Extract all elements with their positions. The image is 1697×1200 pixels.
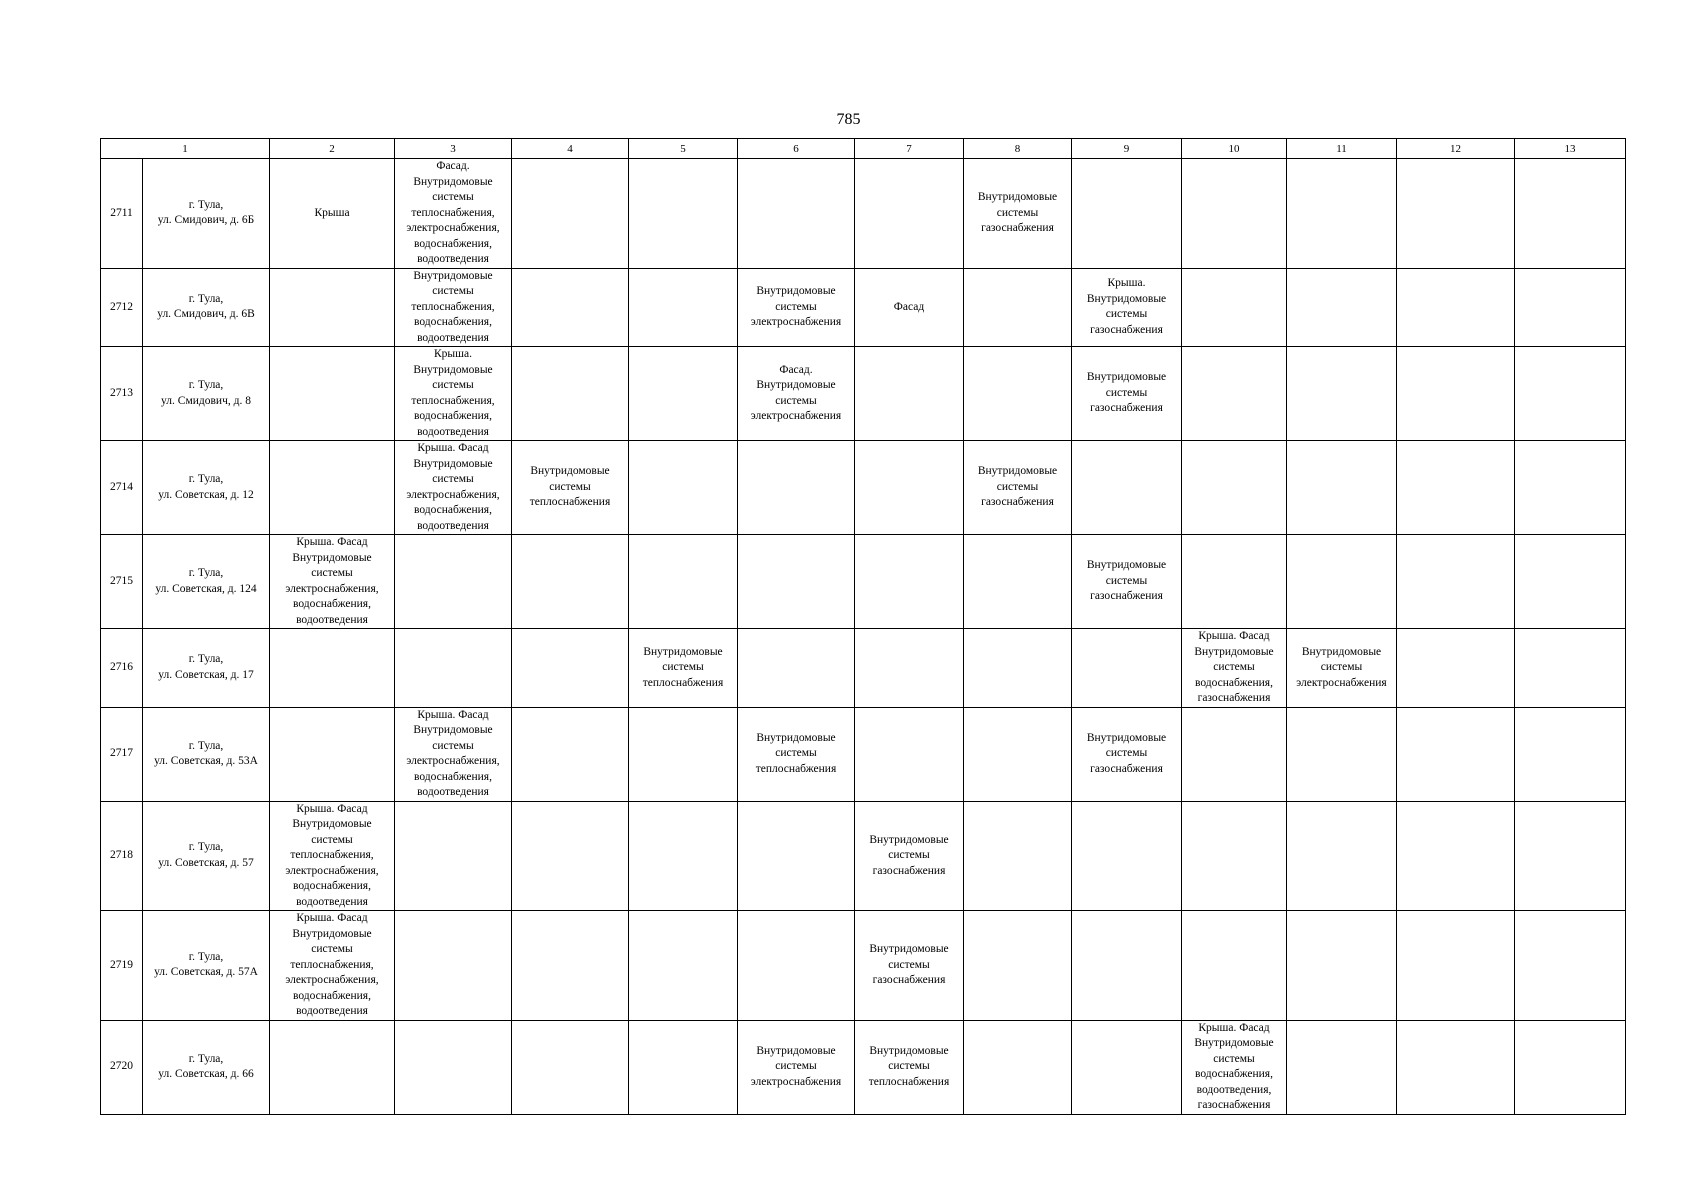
work-cell	[855, 629, 964, 708]
work-cell	[512, 159, 629, 269]
table-row	[101, 707, 1626, 801]
work-cell	[1397, 801, 1515, 911]
work-cell	[629, 347, 738, 441]
work-cell	[855, 535, 964, 629]
work-description: Внутридомовые системы теплоснабжения	[868, 1044, 950, 1088]
work-cell	[1287, 347, 1397, 441]
work-cell	[270, 268, 395, 347]
work-description: Крыша. Внутридомовые системы теплоснабжения, водоснабжения, водоотведения	[411, 348, 495, 438]
repair-schedule-table	[100, 138, 1626, 1115]
work-cell	[629, 159, 738, 269]
work-cell	[1515, 801, 1626, 911]
address-cell	[143, 535, 270, 629]
work-cell	[395, 629, 512, 708]
row-number: 2712	[101, 268, 143, 347]
column-header: 2	[270, 139, 395, 159]
work-cell	[738, 441, 855, 535]
work-cell	[1287, 707, 1397, 801]
work-description: Крыша. Внутридомовые системы газоснабжения	[1086, 277, 1167, 336]
work-cell	[270, 347, 395, 441]
work-cell	[1072, 801, 1182, 911]
row-number: 2716	[101, 629, 143, 708]
address-text: г. Тула, ул. Советская, д. 12	[158, 473, 254, 501]
work-cell	[395, 707, 512, 801]
work-cell	[270, 535, 395, 629]
table-row	[101, 268, 1626, 347]
column-header: 12	[1397, 139, 1515, 159]
work-cell	[1515, 629, 1626, 708]
work-cell	[270, 629, 395, 708]
work-cell	[855, 159, 964, 269]
work-description: Фасад. Внутридомовые системы электроснабжения	[750, 363, 842, 422]
work-cell	[964, 159, 1072, 269]
work-description: Крыша. Фасад Внутридомовые системы теплоснабжения, электроснабжения, водоснабжения, водоотведения	[285, 802, 379, 908]
work-cell	[964, 268, 1072, 347]
work-cell	[270, 801, 395, 911]
address-cell	[143, 159, 270, 269]
row-number: 2718	[101, 801, 143, 911]
work-cell	[629, 629, 738, 708]
work-cell	[1397, 268, 1515, 347]
work-cell	[1182, 441, 1287, 535]
work-cell	[395, 801, 512, 911]
work-cell	[1287, 535, 1397, 629]
work-cell	[855, 347, 964, 441]
address-text: г. Тула, ул. Смидович, д. 6Б	[157, 198, 255, 227]
work-cell	[512, 1020, 629, 1114]
row-number: 2713	[101, 347, 143, 441]
work-cell	[1515, 911, 1626, 1021]
work-cell	[738, 347, 855, 441]
work-cell	[1182, 801, 1287, 911]
row-number: 2715	[101, 535, 143, 629]
work-cell	[512, 268, 629, 347]
work-description: Внутридомовые системы теплоснабжения	[642, 645, 724, 689]
work-cell	[1515, 707, 1626, 801]
address-cell	[143, 911, 270, 1021]
work-cell	[270, 159, 395, 269]
work-cell	[629, 535, 738, 629]
column-header: 8	[964, 139, 1072, 159]
work-cell	[1397, 1020, 1515, 1114]
work-cell	[964, 535, 1072, 629]
work-description: Внутридомовые системы теплоснабжения, водоснабжения, водоотведения	[411, 269, 495, 344]
work-description: Крыша. Фасад Внутридомовые системы электроснабжения, водоснабжения, водоотведения	[406, 708, 500, 798]
work-cell	[738, 911, 855, 1021]
work-description: Внутридомовые системы электроснабжения	[1296, 645, 1387, 689]
work-cell	[395, 159, 512, 269]
row-number: 2714	[101, 441, 143, 535]
work-description: Крыша. Фасад Внутридомовые системы водоснабжения, газоснабжения	[1194, 630, 1274, 704]
work-cell	[855, 707, 964, 801]
work-description: Внутридомовые системы газоснабжения	[869, 833, 949, 877]
work-cell	[964, 911, 1072, 1021]
work-cell	[629, 1020, 738, 1114]
column-header: 13	[1515, 139, 1626, 159]
work-cell	[270, 441, 395, 535]
address-text: г. Тула, ул. Советская, д. 53А	[154, 739, 258, 767]
work-description: Фасад	[893, 300, 925, 313]
work-cell	[738, 707, 855, 801]
work-description: Крыша. Фасад Внутридомовые системы электроснабжения, водоснабжения, водоотведения	[406, 442, 500, 532]
row-number: 2719	[101, 911, 143, 1021]
work-cell	[1072, 441, 1182, 535]
column-header: 5	[629, 139, 738, 159]
work-description: Внутридомовые системы газоснабжения	[977, 191, 1058, 234]
work-cell	[1287, 159, 1397, 269]
work-cell	[1182, 629, 1287, 708]
work-cell	[395, 911, 512, 1021]
work-cell	[738, 535, 855, 629]
work-description: Крыша	[314, 206, 350, 219]
work-cell	[1072, 629, 1182, 708]
address-text: г. Тула, ул. Советская, д. 57	[158, 841, 254, 869]
work-cell	[512, 911, 629, 1021]
work-cell	[738, 1020, 855, 1114]
address-cell	[143, 629, 270, 708]
work-cell	[1287, 911, 1397, 1021]
table-row	[101, 1020, 1626, 1114]
work-cell	[964, 441, 1072, 535]
work-cell	[1287, 801, 1397, 911]
work-cell	[512, 441, 629, 535]
column-header: 7	[855, 139, 964, 159]
work-cell	[1397, 441, 1515, 535]
table-row	[101, 629, 1626, 708]
work-cell	[512, 629, 629, 708]
table-row	[101, 347, 1626, 441]
table-row	[101, 801, 1626, 911]
work-cell	[629, 911, 738, 1021]
work-cell	[964, 801, 1072, 911]
work-cell	[964, 1020, 1072, 1114]
work-cell	[1182, 1020, 1287, 1114]
work-cell	[270, 707, 395, 801]
work-description: Внутридомовые системы теплоснабжения	[755, 731, 837, 775]
work-cell	[629, 268, 738, 347]
work-cell	[270, 1020, 395, 1114]
table-row	[101, 911, 1626, 1021]
work-cell	[512, 347, 629, 441]
address-cell	[143, 707, 270, 801]
page-number: 785	[836, 111, 861, 128]
work-cell	[738, 268, 855, 347]
column-header: 9	[1072, 139, 1182, 159]
work-cell	[855, 441, 964, 535]
work-cell	[512, 707, 629, 801]
column-header: 11	[1287, 139, 1397, 159]
work-cell	[512, 801, 629, 911]
work-cell	[1515, 441, 1626, 535]
column-header: 10	[1182, 139, 1287, 159]
work-description: Внутридомовые системы газоснабжения	[869, 943, 949, 986]
address-text: г. Тула, ул. Советская, д. 124	[155, 567, 257, 595]
row-number: 2717	[101, 707, 143, 801]
work-cell	[1287, 1020, 1397, 1114]
work-cell	[1515, 1020, 1626, 1114]
work-cell	[1182, 268, 1287, 347]
work-description: Внутридомовые системы газоснабжения	[1086, 731, 1167, 775]
work-cell	[1515, 268, 1626, 347]
work-cell	[1182, 535, 1287, 629]
work-cell	[1397, 347, 1515, 441]
work-cell	[1072, 268, 1182, 347]
work-cell	[395, 268, 512, 347]
work-description: Внутридомовые системы газоснабжения	[977, 465, 1058, 509]
work-cell	[512, 535, 629, 629]
work-cell	[1397, 707, 1515, 801]
work-cell	[855, 911, 964, 1021]
work-cell	[1397, 159, 1515, 269]
address-cell	[143, 801, 270, 911]
work-cell	[1072, 159, 1182, 269]
work-cell	[738, 801, 855, 911]
work-cell	[1182, 347, 1287, 441]
address-text: г. Тула, ул. Советская, д. 17	[158, 653, 254, 681]
work-description: Внутридомовые системы электроснабжения	[750, 285, 842, 328]
address-text: г. Тула, ул. Советская, д. 57А	[154, 950, 258, 979]
work-cell	[1182, 911, 1287, 1021]
address-cell	[143, 268, 270, 347]
work-cell	[964, 347, 1072, 441]
work-cell	[1072, 707, 1182, 801]
work-cell	[1072, 911, 1182, 1021]
work-description: Внутридомовые системы теплоснабжения	[529, 465, 611, 509]
work-cell	[1287, 441, 1397, 535]
work-description: Фасад. Внутридомовые системы теплоснабжения, электроснабжения, водоснабжения, водоотведения	[406, 160, 500, 265]
work-cell	[1515, 535, 1626, 629]
column-header: 4	[512, 139, 629, 159]
address-cell	[143, 1020, 270, 1114]
work-cell	[1182, 707, 1287, 801]
column-header: 6	[738, 139, 855, 159]
work-cell	[629, 801, 738, 911]
work-cell	[629, 707, 738, 801]
work-cell	[1287, 268, 1397, 347]
work-cell	[738, 159, 855, 269]
work-description: Крыша. Фасад Внутридомовые системы теплоснабжения, электроснабжения, водоснабжения, водоотведения	[285, 912, 379, 1017]
work-cell	[395, 535, 512, 629]
table-row	[101, 441, 1626, 535]
row-number: 2711	[101, 159, 143, 269]
address-cell	[143, 441, 270, 535]
work-description: Внутридомовые системы электроснабжения	[750, 1044, 842, 1088]
work-cell	[964, 629, 1072, 708]
address-cell	[143, 347, 270, 441]
work-cell	[1515, 347, 1626, 441]
work-description: Крыша. Фасад Внутридомовые системы водоснабжения, водоотведения, газоснабжения	[1194, 1021, 1274, 1111]
column-header: 1	[101, 139, 270, 159]
work-cell	[1397, 911, 1515, 1021]
work-cell	[1397, 629, 1515, 708]
work-description: Крыша. Фасад Внутридомовые системы электроснабжения, водоснабжения, водоотведения	[285, 536, 379, 626]
work-cell	[1515, 159, 1626, 269]
table-body	[101, 159, 1626, 1115]
work-cell	[395, 1020, 512, 1114]
address-text: г. Тула, ул. Смидович, д. 8	[161, 379, 251, 407]
table-row	[101, 535, 1626, 629]
work-cell	[1072, 535, 1182, 629]
work-cell	[629, 441, 738, 535]
work-cell	[855, 268, 964, 347]
work-cell	[855, 1020, 964, 1114]
work-cell	[395, 347, 512, 441]
work-cell	[1072, 1020, 1182, 1114]
work-cell	[738, 629, 855, 708]
work-cell	[270, 911, 395, 1021]
work-description: Внутридомовые системы газоснабжения	[1086, 371, 1167, 415]
address-text: г. Тула, ул. Смидович, д. 6В	[157, 292, 255, 321]
table-row	[101, 159, 1626, 269]
row-number: 2720	[101, 1020, 143, 1114]
work-cell	[1072, 347, 1182, 441]
work-cell	[1287, 629, 1397, 708]
work-cell	[964, 707, 1072, 801]
column-header: 3	[395, 139, 512, 159]
work-cell	[855, 801, 964, 911]
work-cell	[395, 441, 512, 535]
work-description: Внутридомовые системы газоснабжения	[1086, 559, 1167, 603]
header-row	[101, 139, 1626, 159]
work-cell	[1397, 535, 1515, 629]
work-cell	[1182, 159, 1287, 269]
address-text: г. Тула, ул. Советская, д. 66	[158, 1052, 254, 1080]
